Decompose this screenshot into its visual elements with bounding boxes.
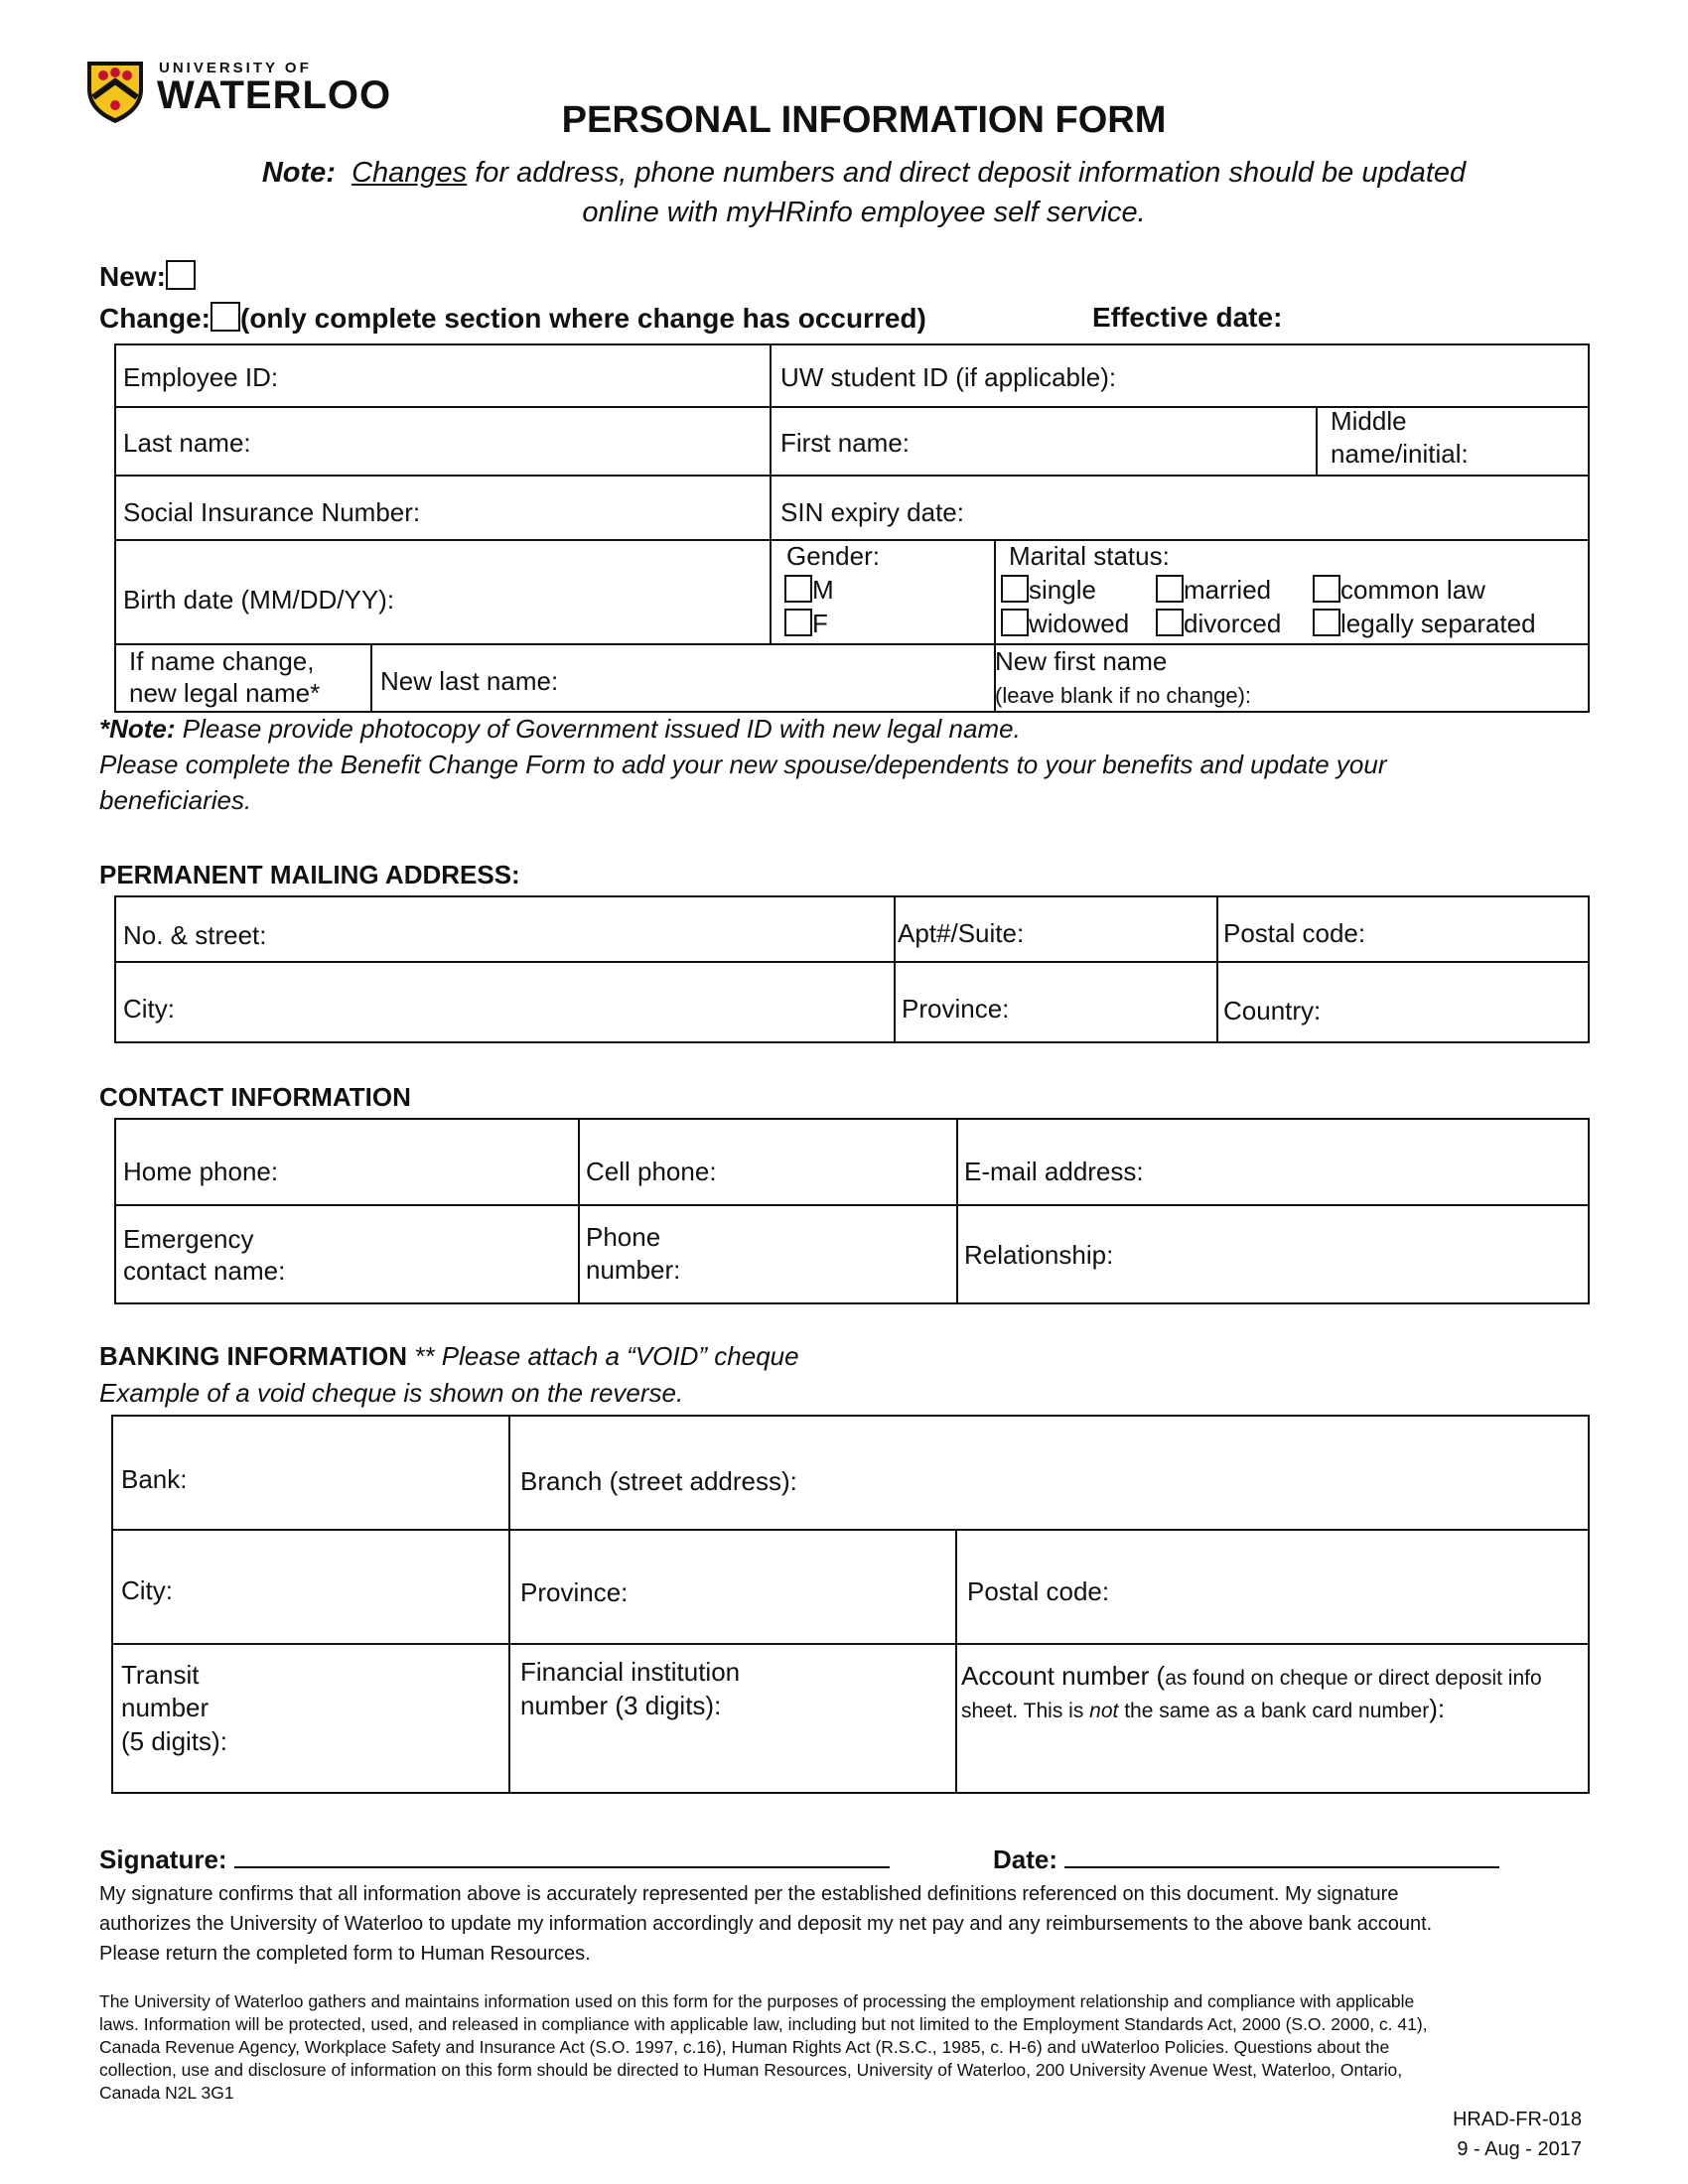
address-postal-label: Postal code:	[1223, 918, 1366, 948]
marital-legally-separated-option[interactable]	[1313, 608, 1536, 639]
benefit-note-1: Please complete the Benefit Change Form to add your new spouse/dependents to your benefits and update your	[99, 750, 1387, 779]
student-id-label: UW student ID (if applicable):	[780, 362, 1117, 392]
account-label-main: Account number (	[961, 1661, 1166, 1691]
form-code-block	[1390, 2105, 1582, 2164]
emergency-label-1: Emergency	[123, 1224, 254, 1254]
signature-label: Signature:	[99, 1844, 227, 1874]
banking-heading	[99, 1340, 799, 1372]
signature-line[interactable]	[234, 1844, 890, 1868]
page-title: PERSONAL INFORMATION FORM	[561, 99, 1167, 141]
note-changes: Changes	[352, 157, 468, 189]
fi-label-1: Financial institution	[520, 1657, 741, 1687]
new-row	[99, 260, 196, 293]
widowed-label: widowed	[1029, 609, 1130, 638]
address-table	[114, 895, 1590, 1043]
privacy-line-4: collection, use and disclosure of information on this form should be directed to Human Resources, University of Waterloo, 200 University Avenue West, Waterloo, Ontario,	[99, 2060, 1403, 2080]
date-row	[993, 1844, 1499, 1875]
contact-heading: CONTACT INFORMATION	[99, 1082, 411, 1112]
banking-heading-note: ** Please attach a “VOID” cheque	[407, 1341, 799, 1371]
account-label	[961, 1660, 1542, 1695]
gender-f-checkbox[interactable]	[784, 609, 812, 636]
date-label: Date:	[993, 1844, 1058, 1874]
new-last-name-label: New last name:	[380, 666, 559, 696]
legally-separated-label: legally separated	[1340, 609, 1536, 638]
marital-widowed-option[interactable]	[1001, 608, 1129, 639]
change-label: Change:	[99, 303, 211, 334]
benefit-note-2: beneficiaries.	[99, 785, 252, 815]
contact-table	[114, 1118, 1590, 1304]
header-note-line-1	[0, 157, 1688, 190]
sin-label: Social Insurance Number:	[123, 497, 421, 527]
address-city-label: City:	[123, 994, 175, 1024]
privacy-notice	[99, 1990, 1599, 2105]
note-text-1: for address, phone numbers and direct deposit information should be updated	[467, 157, 1467, 189]
widowed-checkbox[interactable]	[1001, 609, 1029, 636]
logo-text-bottom: WATERLOO	[157, 73, 392, 117]
divorced-label: divorced	[1184, 609, 1282, 638]
sin-expiry-label: SIN expiry date:	[780, 497, 964, 527]
account-hint-2a: sheet. This is	[961, 1700, 1090, 1722]
email-label: E-mail address:	[964, 1157, 1144, 1186]
marital-divorced-option[interactable]	[1156, 608, 1281, 639]
branch-label: Branch (street address):	[520, 1466, 797, 1496]
marital-married-option[interactable]	[1156, 574, 1271, 606]
name-change-label-2: new legal name*	[129, 678, 321, 708]
banking-heading-text: BANKING INFORMATION	[99, 1341, 408, 1371]
bank-province-label: Province:	[520, 1577, 629, 1607]
employee-id-label: Employee ID:	[123, 362, 279, 392]
gender-f-option[interactable]	[784, 608, 828, 639]
banking-table	[111, 1415, 1590, 1794]
phone-number-label-2: number:	[586, 1255, 681, 1285]
new-first-name-hint: (leave blank if no change):	[995, 683, 1252, 708]
middle-name-label-1: Middle	[1331, 406, 1407, 436]
cell-phone-label: Cell phone:	[586, 1157, 717, 1186]
id-note-label: *Note:	[99, 714, 176, 744]
privacy-line-5: Canada N2L 3G1	[99, 2083, 234, 2103]
last-name-label: Last name:	[123, 428, 251, 458]
gender-m-checkbox[interactable]	[784, 575, 812, 603]
apt-label: Apt#/Suite:	[898, 918, 1025, 948]
new-first-name-label: New first name	[995, 646, 1168, 676]
personal-info-table	[114, 343, 1590, 713]
bank-city-label: City:	[121, 1575, 173, 1605]
marital-single-option[interactable]	[1001, 574, 1096, 606]
gender-m-label: M	[812, 575, 834, 605]
note-text-2: online with myHRinfo employee self service.	[582, 197, 1146, 228]
account-hint-close: ):	[1429, 1694, 1446, 1723]
street-label: No. & street:	[123, 920, 267, 950]
signature-para-3: Please return the completed form to Human Resources.	[99, 1943, 591, 1965]
married-label: married	[1184, 575, 1272, 605]
signature-para-2: authorizes the University of Waterloo to update my information accordingly and deposit my net pay and any reimbursements to the above bank account.	[99, 1913, 1433, 1935]
emergency-label-2: contact name:	[123, 1256, 286, 1286]
void-cheque-example: Example of a void cheque is shown on the reverse.	[99, 1378, 684, 1408]
bank-postal-label: Postal code:	[967, 1576, 1110, 1606]
change-checkbox[interactable]	[211, 302, 240, 332]
logo-text-top: UNIVERSITY OF	[159, 60, 312, 76]
account-hint-2b: the same as a bank card number	[1118, 1700, 1430, 1722]
marital-status-label: Marital status:	[1009, 541, 1170, 571]
id-note	[99, 713, 1021, 745]
new-label: New:	[99, 261, 166, 292]
common-law-checkbox[interactable]	[1313, 575, 1340, 603]
middle-name-label-2: name/initial:	[1331, 439, 1469, 469]
transit-label-1: Transit	[121, 1660, 200, 1690]
home-phone-label: Home phone:	[123, 1157, 279, 1186]
id-note-text: Please provide photocopy of Government issued ID with new legal name.	[175, 714, 1021, 744]
birth-date-label: Birth date (MM/DD/YY):	[123, 585, 395, 614]
single-checkbox[interactable]	[1001, 575, 1029, 603]
note-label: Note:	[261, 157, 336, 189]
signature-para-1: My signature confirms that all information above is accurately represented per the established definitions referenced on this document. My signature	[99, 1883, 1399, 1905]
effective-date-label: Effective date:	[1092, 302, 1283, 333]
account-label-line-2	[961, 1693, 1445, 1727]
privacy-line-1: The University of Waterloo gathers and maintains information used on this form for the purposes of processing the employment relationship and compliance with applicable	[99, 1991, 1415, 2011]
form-code: HRAD-FR-018	[1452, 2109, 1582, 2130]
privacy-line-2: laws. Information will be protected, used, and released in compliance with applicable law, including but not limited to the Employment Standards Act, 2000 (S.O. 2000, c. 41),	[99, 2014, 1428, 2034]
new-checkbox[interactable]	[166, 260, 196, 290]
signature-row	[99, 1844, 890, 1875]
account-label-hint-1: as found on cheque or direct deposit info	[1165, 1667, 1542, 1690]
relationship-label: Relationship:	[964, 1240, 1114, 1270]
privacy-line-3: Canada Revenue Agency, Workplace Safety and Insurance Act (S.O. 1997, c.16), Human Rights Act (R.S.C., 1985, c. H-6) and uWaterloo Policies. Questions about the	[99, 2037, 1390, 2057]
phone-number-label-1: Phone	[586, 1222, 661, 1252]
legally-separated-checkbox[interactable]	[1313, 609, 1340, 636]
account-hint-not: not	[1089, 1700, 1119, 1722]
name-change-label-1: If name change,	[129, 646, 315, 676]
date-line[interactable]	[1064, 1844, 1499, 1868]
divorced-checkbox[interactable]	[1156, 609, 1184, 636]
transit-label-3: (5 digits):	[121, 1726, 227, 1756]
marital-common-law-option[interactable]	[1313, 574, 1485, 606]
gender-f-label: F	[812, 609, 828, 638]
address-province-label: Province:	[902, 994, 1010, 1024]
signature-paragraph	[99, 1879, 1589, 1969]
bank-label: Bank:	[121, 1464, 188, 1494]
form-date: 9 - Aug - 2017	[1457, 2138, 1582, 2160]
gender-label: Gender:	[786, 541, 880, 571]
change-row	[99, 302, 926, 335]
gender-m-option[interactable]	[784, 574, 834, 606]
address-country-label: Country:	[1223, 996, 1322, 1025]
change-hint: (only complete section where change has occurred)	[240, 303, 926, 334]
single-label: single	[1029, 575, 1096, 605]
first-name-label: First name:	[780, 428, 911, 458]
address-heading: PERMANENT MAILING ADDRESS:	[99, 860, 520, 889]
common-law-label: common law	[1340, 575, 1485, 605]
married-checkbox[interactable]	[1156, 575, 1184, 603]
transit-label-2: number	[121, 1693, 210, 1722]
fi-label-2: number (3 digits):	[520, 1691, 722, 1720]
